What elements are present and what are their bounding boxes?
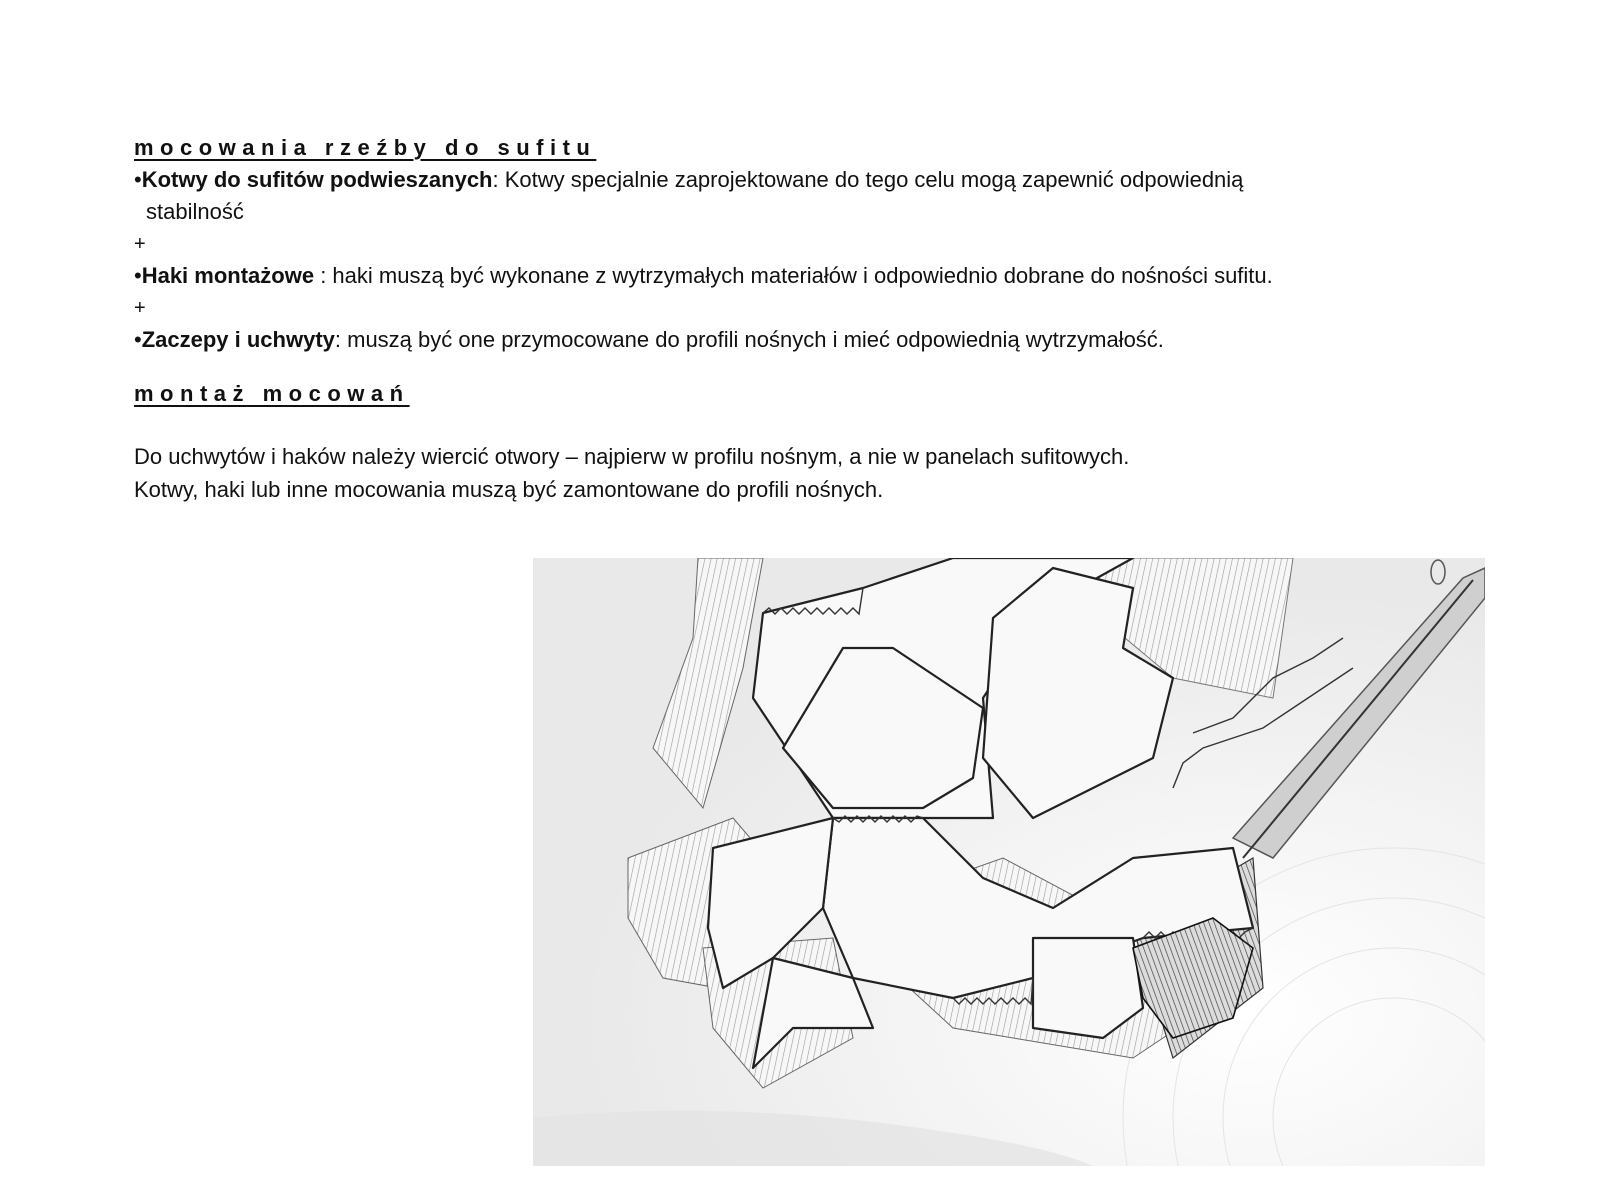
- bullet-item-anchors: [134, 164, 1514, 196]
- plus-separator: +: [134, 233, 146, 255]
- text-content: [134, 132, 1514, 506]
- bullet-icon: •: [134, 167, 142, 192]
- bullet-term: Zaczepy i uchwyty: [141, 327, 335, 352]
- bullet-continuation: stabilność: [146, 199, 244, 224]
- bullet-icon: •: [134, 263, 142, 288]
- bullet-text: : muszą być one przymocowane do profili nośnych i mieć odpowiednią wytrzymałość.: [334, 327, 1164, 352]
- bullet-term: Kotwy do sufitów podwieszanych: [141, 167, 493, 192]
- bullet-text: : haki muszą być wykonane z wytrzymałych materiałów i odpowiednio dobrane do nośności sufitu.: [314, 263, 1273, 288]
- bullet-item-hooks: [134, 260, 1514, 292]
- section-heading-installation: montaż mocowań: [134, 381, 410, 406]
- bullet-text: : Kotwy specjalnie zaprojektowane do tego celu mogą zapewnić odpowiednią: [492, 167, 1244, 192]
- sculpture-sketch-image: [533, 558, 1485, 1166]
- bullet-item-clips: [134, 324, 1514, 356]
- bullet-term: Haki montażowe: [141, 263, 315, 288]
- plus-separator: +: [134, 297, 146, 319]
- sculpture-sketch-drawing: [533, 558, 1485, 1166]
- paragraph-drilling: Do uchwytów i haków należy wiercić otwory – najpierw w profilu nośnym, a nie w panelach sufitowych.: [134, 444, 1130, 469]
- section-heading-mounting: mocowania rzeźby do sufitu: [134, 135, 597, 160]
- paragraph-anchoring: Kotwy, haki lub inne mocowania muszą być zamontowane do profili nośnych.: [134, 477, 884, 502]
- bullet-icon: •: [134, 327, 142, 352]
